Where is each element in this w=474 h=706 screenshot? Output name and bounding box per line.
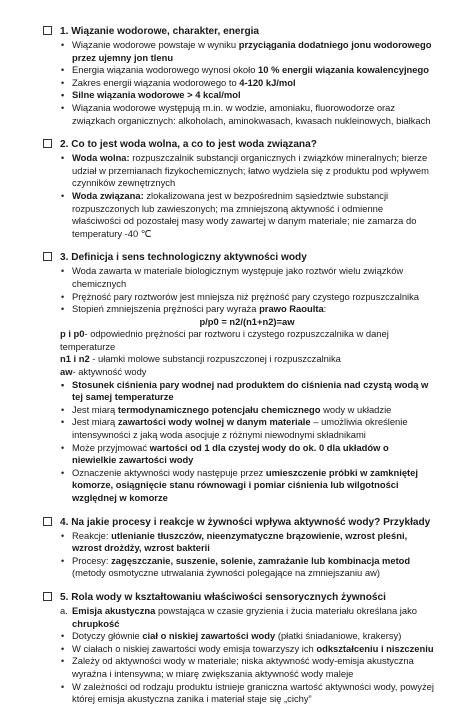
list-item: • Dotyczy głównie ciał o niskiej zawartości wody (płatki śniadaniowe, krakersy) <box>60 630 434 643</box>
list-item: • Reakcje: utlenianie tłuszczów, nieenzymatyczne brązowienie, wzrost pleśni, wzrost drożdży, wzrost bakterii <box>60 530 434 555</box>
section-3-title: 3. Definicja i sens technologiczny aktywności wody <box>60 252 307 264</box>
list-item: • Jest miarą zawartości wody wolnej w danym materiale – umożliwia określenie intensywności z jaką woda asocjuje z różnymi niewodnymi składnikami <box>60 416 434 441</box>
formula-legend-line: p i p0- odpowiednio prężności par roztworu i czystego rozpuszczalnika w danej temperaturze <box>60 328 389 352</box>
lettered-item: a. Emisja akustyczna powstająca w czasie gryzienia i żucia materiału określana jako chrupkość <box>60 604 417 629</box>
section-hydrogen-bond <box>60 25 434 127</box>
section-4-checkbox[interactable] <box>43 517 52 526</box>
section-sensory <box>60 591 434 706</box>
section-free-bound-water <box>60 138 434 240</box>
list-item: • Może przyjmować wartości od 1 dla czystej wody do ok. 0 dla układów o niewielkie zawartości wody <box>60 442 434 467</box>
section-2-title: 2. Co to jest woda wolna, a co to jest woda związana? <box>60 139 317 151</box>
section-5-heading <box>60 591 434 604</box>
list-item: • W zależności od rodzaju produktu istnieje graniczna wartość aktywności wody, powyżej której emisja akustyczna zanika i materiał staje się „cichy” <box>60 681 434 706</box>
section-2-checkbox[interactable] <box>43 139 52 148</box>
list-item: • Prężność pary roztworów jest mniejsza niż prężność pary czystego rozpuszczalnika <box>60 291 434 304</box>
list-item: • Silne wiązania wodorowe > 4 kcal/mol <box>60 89 434 102</box>
list-item: • W ciałach o niskiej zawartości wody emisja towarzyszy ich odkształceniu i niszczeniu <box>60 643 434 656</box>
section-water-activity <box>60 251 434 504</box>
raoult-formula: p/p0 = n2/(n1+n2)=aw <box>199 315 295 327</box>
list-item: • Woda zawarta w materiale biologicznym występuje jako roztwór wielu związków chemicznych <box>60 265 434 290</box>
list-item: • Zależy od aktywności wody w materiale; niska aktywność wody-emisja akustyczna wyraźna i intensywna; w miarę zwiększania aktywność wody maleje <box>60 655 434 680</box>
section-2-heading <box>60 138 434 151</box>
section-5-checkbox[interactable] <box>43 592 52 601</box>
list-item: • Wiązanie wodorowe powstaje w wyniku przyciągania dodatniego jonu wodorowego przez ujemny jon tlenu <box>60 39 434 64</box>
list-item: • Zakres energii wiązania wodorowego to 4-120 kJ/mol <box>60 77 434 90</box>
list-item: • Oznaczenie aktywności wody następuje przez umieszczenie próbki w zamkniętej komorze, osiągnięcie stanu równowagi i pomiar ciśnienia lub wilgotności względnej w komorze <box>60 467 434 505</box>
section-1-checkbox[interactable] <box>43 26 52 35</box>
section-processes <box>60 516 434 580</box>
formula-legend-line: n1 i n2 - ułamki molowe substancji rozpuszczonej i rozpuszczalnika <box>60 353 341 365</box>
list-item: • Procesy: zagęszczanie, suszenie, solenie, zamrażanie lub kombinacja metod (metody osmotyczne utrwalania żywności polegające na zmniejszaniu aw) <box>60 555 434 580</box>
section-5-title: 5. Rola wody w kształtowaniu właściwości sensorycznych żywności <box>60 591 386 603</box>
section-1-title: 1. Wiązanie wodorowe, charakter, energia <box>60 26 260 37</box>
list-item: • Energia wiązania wodorowego wynosi około 10 % energii wiązania kowalencyjnego <box>60 64 434 77</box>
list-item: • Jest miarą termodynamicznego potencjału chemicznego wody w układzie <box>60 404 434 417</box>
section-3-heading <box>60 251 434 264</box>
formula-legend-line: aw- aktywność wody <box>60 366 147 378</box>
section-4-title: 4. Na jakie procesy i reakcje w żywności wpływa aktywność wody? Przykłady <box>60 516 431 528</box>
section-3-checkbox[interactable] <box>43 252 52 261</box>
list-item: • Woda związana: zlokalizowana jest w bezpośrednim sąsiedztwie substancji rozpuszczonych lub zawieszonych; ma zmniejszoną aktywność i odmienne właściwości od pozostałej masy wody zawartej w danym materiale; nie zamarza do temperatury -40 ℃ <box>60 190 434 240</box>
list-item: • Stosunek ciśnienia pary wodnej nad produktem do ciśnienia nad czystą wodą w tej samej temperaturze <box>60 379 434 404</box>
list-item: • Stopień zmniejszenia prężności pary wyraża prawo Raoulta: <box>60 303 434 316</box>
list-item: • Wiązania wodorowe występują m.in. w wodzie, amoniaku, fluorowodorze oraz związkach organicznych: alkoholach, aminokwasach, kwasach nukleinowych, białkach <box>60 102 434 127</box>
section-1-heading <box>60 25 434 38</box>
list-item: • Woda wolna: rozpuszczalnik substancji organicznych i związków mineralnych; bierze udział w przemianach fizykochemicznych; łatwo wydziela się z produktu pod wpływem czynników zewnętrznych <box>60 152 434 190</box>
section-4-heading <box>60 516 434 529</box>
